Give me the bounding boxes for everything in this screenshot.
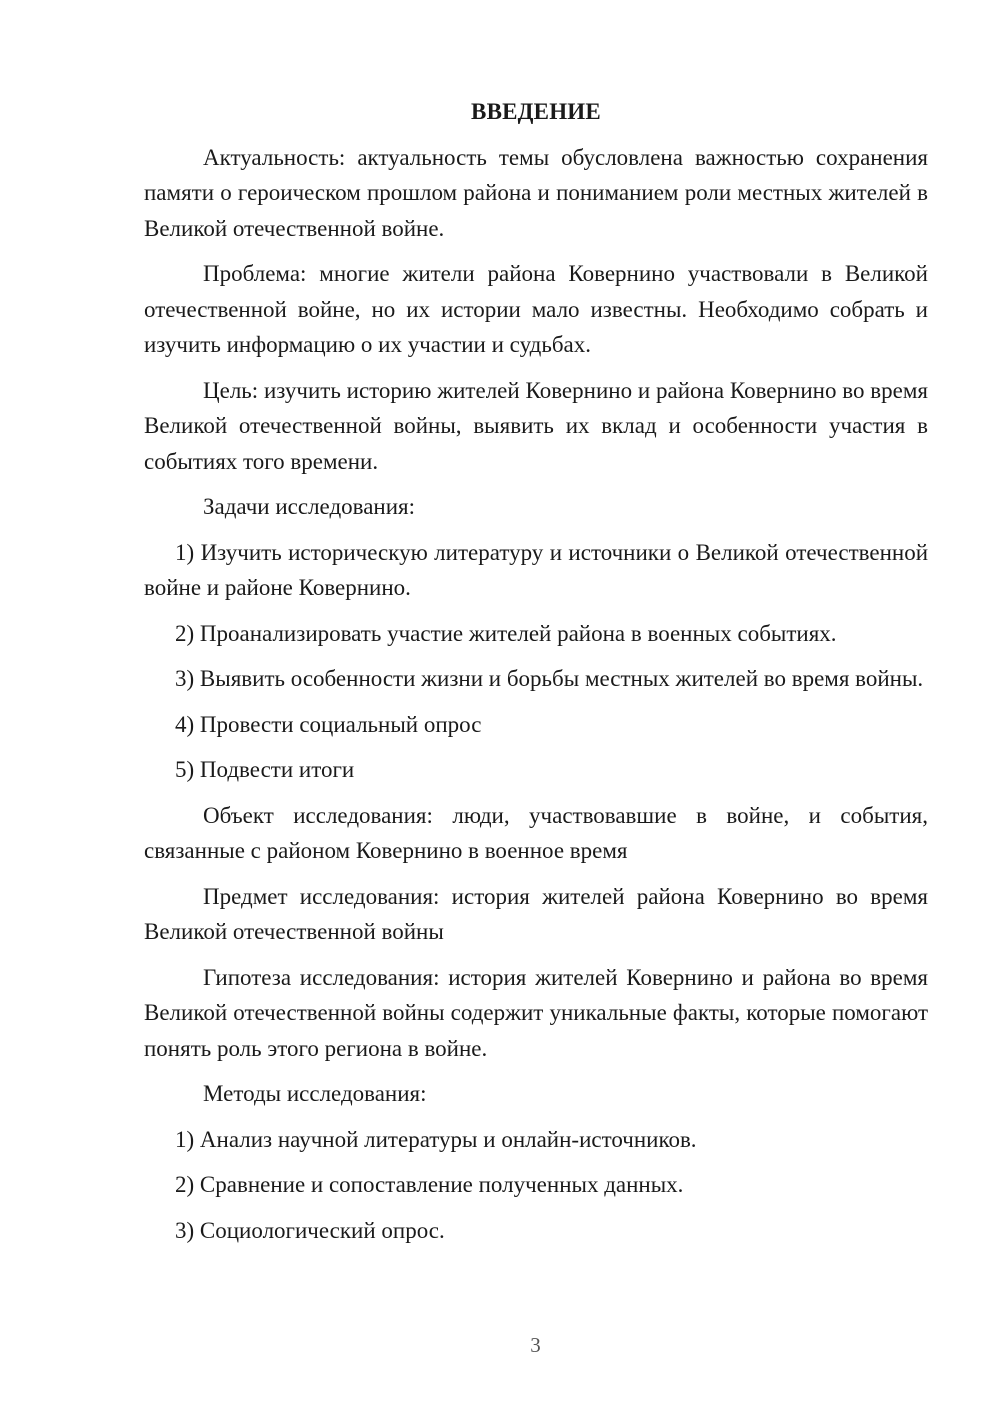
method-item-1: 1) Анализ научной литературы и онлайн-источников.	[175, 1126, 697, 1152]
page-content	[144, 94, 928, 1258]
method-item-2: 2) Сравнение и сопоставление полученных данных.	[175, 1172, 684, 1197]
paragraph-object: Объект исследования: люди, участвовавшие в войне, и события, связанные с районом Ковернино в военное время	[144, 802, 928, 863]
task-item-2: 2) Проанализировать участие жителей района в военных событиях.	[175, 620, 837, 646]
paragraph-tasks-heading: Задачи исследования:	[203, 494, 416, 519]
paragraph-goal: Цель: изучить историю жителей Ковернино и района Ковернино во время Великой отечественной войны, выявить их вклад и особенности участия в событиях того времени.	[144, 377, 928, 474]
paragraph-hypothesis: Гипотеза исследования: история жителей Ковернино и района во время Великой отечественной войны содержит уникальные факты, которые помогают понять роль этого региона в войне.	[144, 964, 928, 1061]
task-item-3: 3) Выявить особенности жизни и борьбы местных жителей во время войны.	[175, 666, 924, 691]
method-item-3: 3) Социологический опрос.	[175, 1217, 445, 1243]
paragraph-subject: Предмет исследования: история жителей района Ковернино во время Великой отечественной войны	[144, 883, 928, 944]
paragraph-problem: Проблема: многие жители района Ковернино участвовали в Великой отечественной войне, но их истории мало известны. Необходимо собрать и изучить информацию о их участии и судьбах.	[144, 261, 928, 357]
task-item-1: 1) Изучить историческую литературу и источники о Великой отечественной войне и районе Ковернино.	[144, 539, 928, 600]
paragraph-relevance: Актуальность: актуальность темы обусловлена важностью сохранения памяти о героическом прошлом района и пониманием роли местных жителей в Великой отечественной войне.	[144, 144, 928, 241]
paragraph-methods-heading: Методы исследования:	[203, 1081, 427, 1106]
section-title: ВВЕДЕНИЕ	[471, 99, 601, 124]
page-number: 3	[530, 1333, 541, 1357]
task-item-4: 4) Провести социальный опрос	[175, 711, 482, 737]
task-item-5: 5) Подвести итоги	[175, 757, 355, 782]
